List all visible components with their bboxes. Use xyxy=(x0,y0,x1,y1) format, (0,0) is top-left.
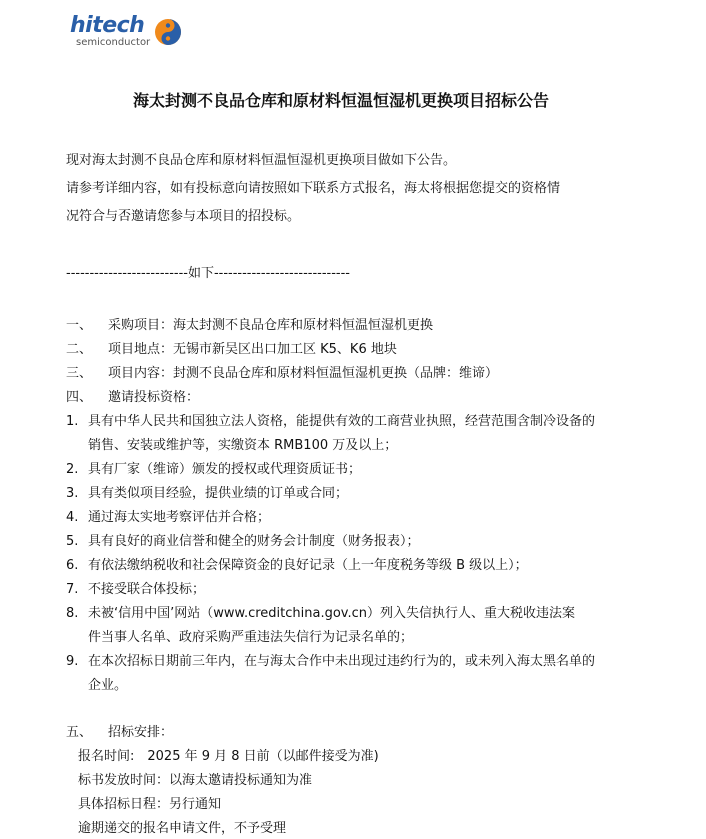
logo-subtitle: semiconductor xyxy=(76,37,151,48)
list-item xyxy=(66,413,595,431)
list-number: 8. xyxy=(66,606,79,621)
intro-line-3: 况符合与否邀请您参与本项目的招投标。 xyxy=(66,209,301,224)
list-text: 具有厂家（维谛）颁发的授权或代理资质证书； xyxy=(88,462,362,477)
page-title: 海太封测不良品仓库和原材料恒温恒湿机更换项目招标公告 xyxy=(132,91,549,110)
section-4 xyxy=(66,389,199,407)
list-item xyxy=(66,581,205,599)
list-item xyxy=(66,653,595,671)
section-number: 一、 xyxy=(66,318,93,333)
arrangement-item: 报名时间: 2025 年 9 月 8 日前（以邮件接受为准) xyxy=(78,749,379,764)
list-text: 具有类似项目经验，提供业绩的订单或合同； xyxy=(88,486,349,501)
list-text: 未被‘信用中国’网站（www.creditchina.gov.cn）列入失信执行人、重大税收违法案 xyxy=(88,606,576,621)
company-logo xyxy=(70,14,185,50)
list-text: 具有中华人民共和国独立法人资格，能提供有效的工商营业执照，经营范围含制冷设备的 xyxy=(88,414,596,429)
section-text: 项目内容：封测不良品仓库和原材料恒温恒湿机更换（品牌：维谛） xyxy=(108,366,499,381)
logo-brand: hitech xyxy=(70,13,145,38)
arrangement-item: 标书发放时间：以海太邀请投标通知为准 xyxy=(78,773,313,788)
section-text: 项目地点：无锡市新吴区出口加工区 K5、K6 地块 xyxy=(108,342,397,357)
section-number: 二、 xyxy=(66,342,93,357)
section-5 xyxy=(66,724,173,742)
divider-text: --------------------------如下----------------------------- xyxy=(66,266,351,281)
list-text: 具有良好的商业信誉和健全的财务会计制度（财务报表）； xyxy=(88,534,420,549)
section-3 xyxy=(66,365,498,383)
section-2 xyxy=(66,341,397,359)
list-item xyxy=(66,533,420,551)
section-text: 招标安排： xyxy=(108,725,174,740)
logo-swirl-icon xyxy=(154,18,182,46)
list-item-continuation: 销售、安装或维护等，实缴资本 RMB100 万及以上； xyxy=(88,438,398,453)
section-text: 邀请投标资格： xyxy=(108,390,200,405)
list-number: 4. xyxy=(66,510,79,525)
list-number: 7. xyxy=(66,582,79,597)
arrangement-item: 具体招标日程：另行通知 xyxy=(78,797,222,812)
list-number: 2. xyxy=(66,462,79,477)
list-item xyxy=(66,461,361,479)
list-number: 5. xyxy=(66,534,79,549)
intro-line-1: 现对海太封测不良品仓库和原材料恒温恒湿机更换项目做如下公告。 xyxy=(66,153,457,168)
arrangement-item: 逾期递交的报名申请文件，不予受理 xyxy=(78,821,287,836)
list-number: 9. xyxy=(66,654,79,669)
list-item xyxy=(66,485,348,503)
list-item xyxy=(66,557,528,575)
list-text: 有依法缴纳税收和社会保障资金的良好记录（上一年度税务等级 B 级以上）； xyxy=(88,558,528,573)
list-text: 在本次招标日期前三年内，在与海太合作中未出现过违约行为的，或未列入海太黑名单的 xyxy=(88,654,596,669)
list-item-continuation: 件当事人名单、政府采购严重违法失信行为记录名单的； xyxy=(88,630,414,645)
section-number: 三、 xyxy=(66,366,93,381)
list-item xyxy=(66,509,270,527)
list-text: 不接受联合体投标； xyxy=(88,582,206,597)
section-1 xyxy=(66,317,433,335)
list-number: 1. xyxy=(66,414,79,429)
list-item xyxy=(66,605,575,623)
section-text: 采购项目：海太封测不良品仓库和原材料恒温恒湿机更换 xyxy=(108,318,434,333)
list-number: 3. xyxy=(66,486,79,501)
section-number: 四、 xyxy=(66,390,93,405)
list-number: 6. xyxy=(66,558,79,573)
list-text: 通过海太实地考察评估并合格； xyxy=(88,510,271,525)
section-number: 五、 xyxy=(66,725,93,740)
intro-line-2: 请参考详细内容，如有投标意向请按照如下联系方式报名，海太将根据您提交的资格情 xyxy=(66,181,561,196)
list-item-continuation: 企业。 xyxy=(88,678,128,693)
